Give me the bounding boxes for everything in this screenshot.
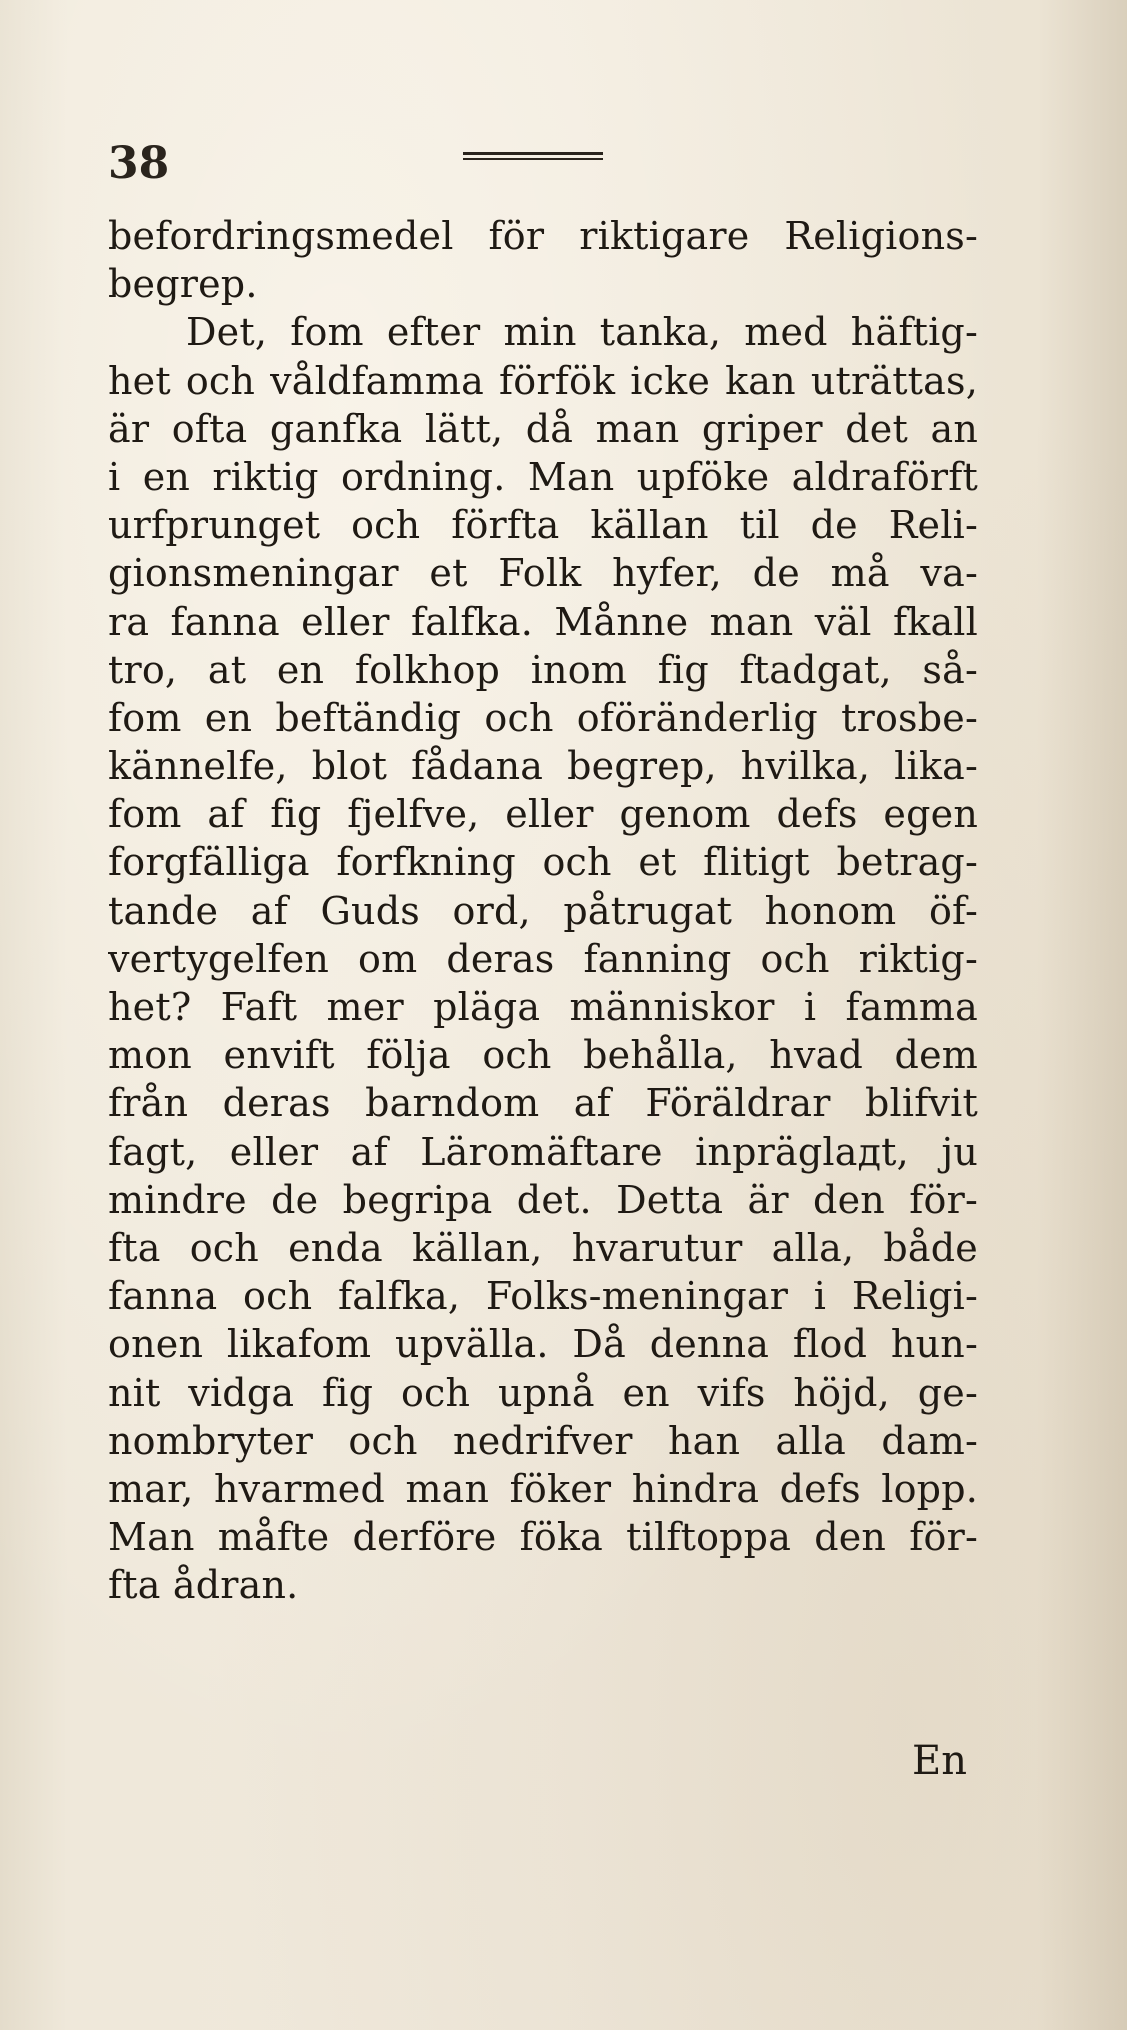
text-line: mindre de begripa det. Detta är den för- [108,1177,978,1222]
text-line: mon envift följa och behålla, hvad dem [108,1033,978,1078]
text-line: onen likafom upvälla. Då denna flod hun- [108,1322,978,1367]
text-line: tro, at en folkhop inom fig ftadgat, så- [108,647,978,692]
text-line: fta och enda källan, hvarutur alla, både [108,1225,978,1270]
text-line: från deras barndom af Föräldrar blifvit [108,1081,978,1126]
text-line: forgfälliga forfkning och et flitigt betrag- [108,840,978,885]
text-line: fta ådran. [108,1563,299,1608]
text-line: het? Faft mer pläga människor i famma [108,985,978,1029]
body-text [108,212,978,1609]
text-line: fom en beftändig och oföränderlig trosbe- [108,695,978,740]
text-line: gionsmeningar et Folk hyfer, de må va- [108,551,978,596]
text-line: fom af fig fjelfve, eller genom defs egen [108,792,978,837]
text-line: nit vidga fig och upnå en vifs höjd, ge- [108,1370,978,1415]
text-line: urfprunget och förfta källan til de Reli- [108,503,978,548]
text-line: mar, hvarmed man föker hindra defs lopp. [108,1466,978,1511]
text-line: het och våldfamma förfök icke kan uträttas, [108,358,978,403]
text-line: ra fanna eller falfka. Månne man väl fkall [108,599,978,644]
text-line: begrep. [108,262,258,307]
catchword: En [912,1738,967,1784]
text-line: tande af Guds ord, påtrugat honom öf- [108,888,978,933]
text-line: fanna och falfka, Folks-meningar i Religi- [108,1274,978,1319]
text-line: nombryter och nedrifver han alla dam- [108,1418,978,1463]
page-number: 38 [108,138,170,189]
header-rule [463,152,603,164]
text-line: Man måfte derföre föka tilftoppa den för- [108,1515,978,1560]
text-line: kännelfe, blot fådana begrep, hvilka, lika- [108,744,978,789]
text-line: är ofta ganfka lätt, då man griper det an [108,406,978,451]
text-line: befordringsmedel för riktigare Religions- [108,214,978,258]
text-line: Det, fom efter min tanka, med häftig- [186,310,978,355]
text-line: fagt, eller af Läromäftare inpräglадt, ju [108,1129,978,1174]
text-line: i en riktig ordning. Man upföke aldraförft [108,454,978,499]
text-line: vertygelfen om deras fanning och riktig- [108,936,978,981]
